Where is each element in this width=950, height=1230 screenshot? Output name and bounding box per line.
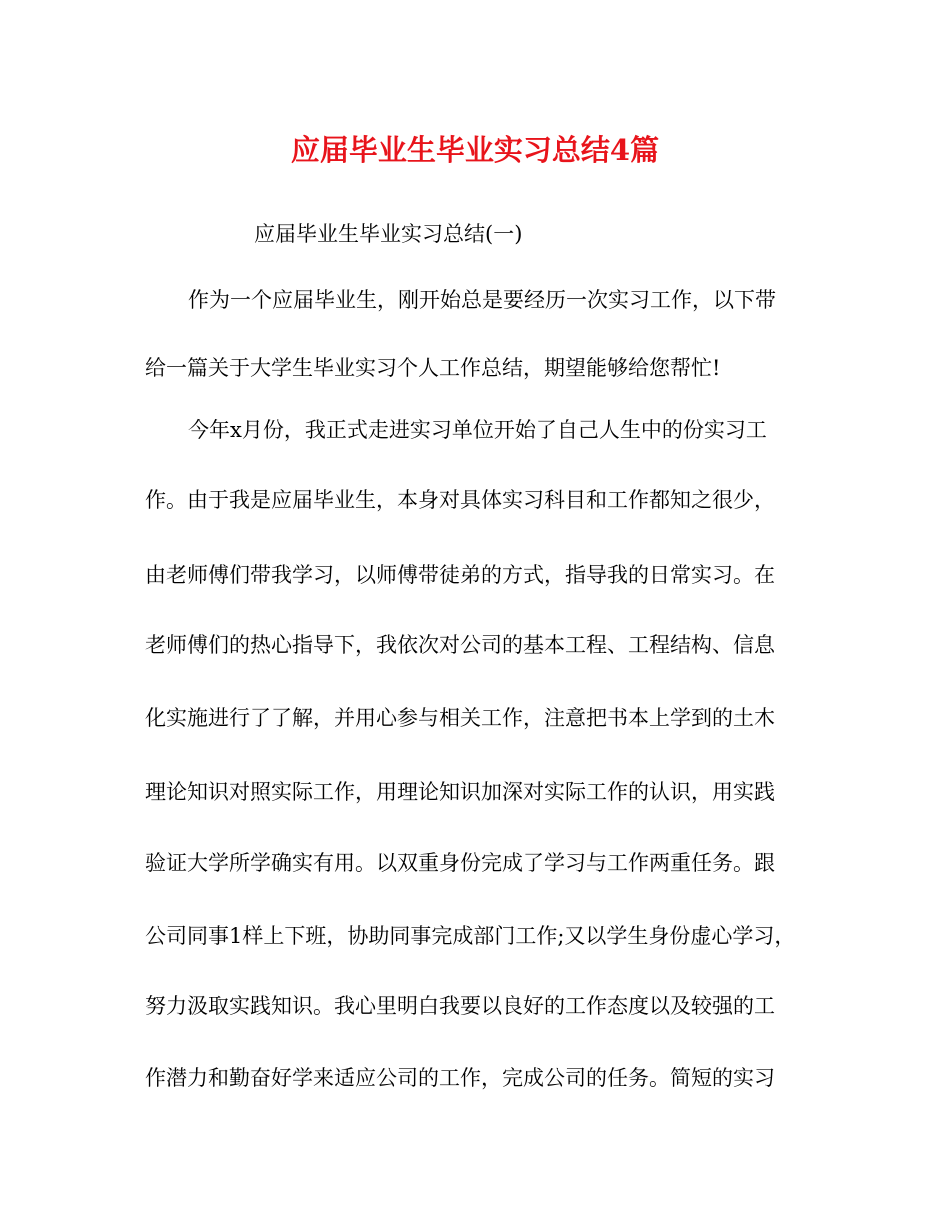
body-line: 给一篇关于大学生毕业实习个人工作总结，期望能够给您帮忙!: [145, 356, 721, 380]
body-line: 作。由于我是应届毕业生，本身对具体实习科目和工作都知之很少，: [145, 488, 775, 512]
document-title: 应届毕业生毕业实习总结4篇: [290, 133, 660, 167]
body-line: 由老师傅们带我学习，以师傅带徒弟的方式，指导我的日常实习。在: [145, 563, 775, 587]
body-line: 理论知识对照实际工作，用理论知识加深对实际工作的认识，用实践: [145, 780, 775, 804]
body-line: 老师傅们的热心指导下，我依次对公司的基本工程、工程结构、信息: [145, 633, 775, 657]
body-line: 努力汲取实践知识。我心里明白我要以良好的工作态度以及较强的工: [145, 994, 775, 1018]
body-line: 化实施进行了了解，并用心参与相关工作，注意把书本上学到的土木: [145, 706, 775, 730]
body-line: 今年x月份，我正式走进实习单位开始了自己人生中的份实习工: [188, 418, 767, 442]
section-heading: 应届毕业生毕业实习总结(一): [254, 222, 523, 246]
body-line: 公司同事1样上下班，协助同事完成部门工作;又以学生身份虚心学习，: [145, 924, 796, 948]
body-line: 验证大学所学确实有用。以双重身份完成了学习与工作两重任务。跟: [145, 851, 775, 875]
body-line: 作潜力和勤奋好学来适应公司的工作，完成公司的任务。简短的实习: [145, 1066, 775, 1090]
body-line: 作为一个应届毕业生，刚开始总是要经历一次实习工作，以下带: [188, 288, 776, 312]
